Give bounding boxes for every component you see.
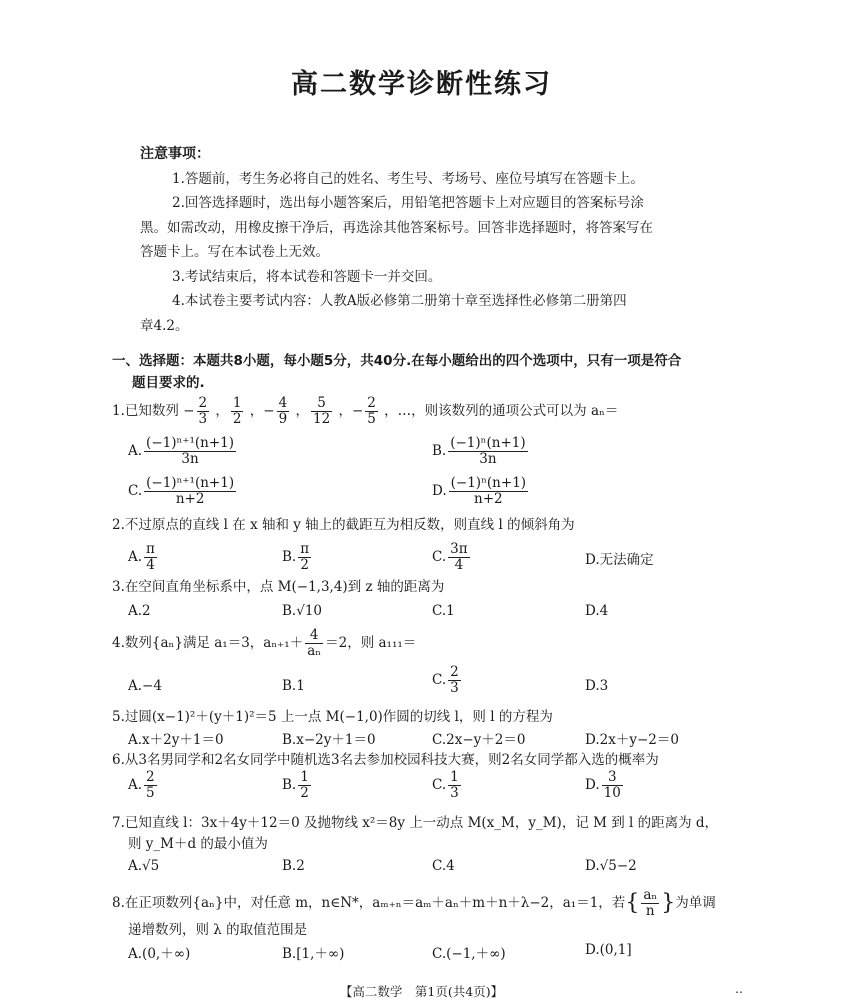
page-title: 高二数学诊断性练习 (291, 69, 552, 100)
question-1-option-a[interactable]: A. $\frac{\text{(−1)ⁿ⁺¹(n+1)}}{3n}$ (128, 435, 234, 467)
corner-mark: ‥ (735, 982, 744, 996)
question-7-stem-line2: 则 y_M＋d 的最小值为 (128, 836, 268, 852)
question-7-stem-line1: 7.已知直线 l：3x＋4y＋12＝0 及抛物线 x²＝8y 上一动点 M(x_M，y_M)，记 M 到 l 的距离为 d， (112, 815, 719, 831)
right-brace: } (661, 890, 676, 916)
question-7-option-d[interactable]: D.√5−2 (585, 858, 637, 874)
question-6-option-d[interactable]: D. $\frac{3}{10}$ (585, 769, 621, 801)
notice-block (140, 142, 730, 338)
question-5-option-d[interactable]: D.2x＋y−2＝0 (585, 732, 679, 748)
section-heading (112, 350, 742, 394)
question-2-stem: 2.不过原点的直线 l 在 x 轴和 y 轴上的截距互为相反数，则直线 l 的倾斜角为 (112, 517, 575, 533)
question-5-stem: 5.过圆(x−1)²＋(y＋1)²＝5 上一点 M(−1,0)作圆的切线 l，则 l 的方程为 (112, 709, 553, 725)
question-2-option-b[interactable]: B. $\frac{\pi}{2}$ (282, 541, 310, 573)
question-2-option-c[interactable]: C. $\frac{3\pi}{4}$ (432, 541, 468, 573)
question-3-option-a[interactable]: A.2 (128, 603, 151, 619)
question-7-option-b[interactable]: B.2 (282, 858, 305, 874)
notice-line: 2.回答选择题时，选出每小题答案后，用铅笔把答题卡上对应题目的答案标号涂 (172, 195, 644, 211)
question-2-option-a[interactable]: A. $\frac{\pi}{4}$ (128, 541, 155, 573)
page-footer: 【高二数学 第1页(共4页)】 (339, 984, 504, 999)
question-3-option-b[interactable]: B.√10 (282, 603, 322, 619)
question-3-stem: 3.在空间直角坐标系中，点 M(−1,3,4)到 z 轴的距离为 (112, 579, 445, 595)
notice-line: 1.答题前，考生务必将自己的姓名、考生号、考场号、座位号填写在答题卡上。 (172, 170, 644, 187)
notice-line: 黑。如需改动，用橡皮擦干净后，再选涂其他答案标号。回答非选择题时，将答案写在 (140, 219, 653, 236)
fraction: $\frac{2}{5}$ (367, 395, 376, 427)
question-1-option-d[interactable]: D. $\frac{\text{(−1)ⁿ(n+1)}}{n+2}$ (432, 475, 527, 507)
question-6-option-c[interactable]: C. $\frac{1}{3}$ (432, 769, 459, 801)
question-3-option-c[interactable]: C.1 (432, 603, 455, 619)
fraction: $\frac{1}{2}$ (232, 395, 242, 427)
question-4-option-a[interactable]: A.−4 (128, 678, 162, 694)
question-8-option-d[interactable]: D.(0,1] (585, 942, 632, 958)
notice-line: 章4.2。 (140, 317, 189, 334)
question-8-option-b[interactable]: B.[1,＋∞) (282, 946, 345, 962)
question-6-option-a[interactable]: A. $\frac{2}{5}$ (128, 769, 155, 801)
question-5-option-a[interactable]: A.x＋2y＋1＝0 (128, 732, 224, 748)
question-8-option-c[interactable]: C.(−1,＋∞) (432, 946, 506, 962)
fraction: $\frac{2}{3}$ (198, 395, 208, 427)
notice-line: 答题卡上。写在本试卷上无效。 (140, 244, 329, 260)
question-6-stem: 6.从3名男同学和2名女同学中随机选3名去参加校园科技大赛，则2名女同学都入选的概率为 (112, 752, 659, 768)
section-heading-line2: 题目要求的. (132, 375, 205, 391)
question-5-option-b[interactable]: B.x−2y＋1＝0 (282, 732, 376, 748)
notice-line: 4.本试卷主要考试内容：人教A版必修第二册第十章至选择性必修第二册第四 (172, 293, 627, 309)
notice-line: 3.考试结束后，将本试卷和答题卡一并交回。 (172, 268, 442, 285)
fraction: $\frac{5}{12}$ (312, 395, 331, 427)
question-1-option-b[interactable]: B. $\frac{\text{(−1)ⁿ(n+1)}}{3n}$ (432, 435, 526, 467)
question-3-option-d[interactable]: D.4 (585, 603, 609, 619)
question-4-option-b[interactable]: B.1 (282, 678, 305, 694)
question-5-option-c[interactable]: C.2x−y＋2＝0 (432, 732, 526, 748)
question-8-option-a[interactable]: A.(0,＋∞) (128, 946, 191, 962)
question-4-option-d[interactable]: D.3 (585, 678, 609, 694)
question-7-option-c[interactable]: C.4 (432, 858, 455, 874)
question-6-option-b[interactable]: B. $\frac{1}{2}$ (282, 769, 309, 801)
question-4-stem: 4.数列{aₙ}满足 a₁＝3，aₙ₊₁＋ $\frac{4}{\text{aₙ}}$ ＝2，则 a₁₁₁＝ (112, 627, 417, 659)
notice-heading: 注意事项： (140, 146, 210, 162)
question-1-option-c[interactable]: C. $\frac{\text{(−1)ⁿ⁺¹(n+1)}}{n+2}$ (128, 475, 235, 507)
question-7-option-a[interactable]: A.√5 (128, 858, 160, 874)
fraction: $\frac{4}{\text{aₙ}}$ (307, 627, 322, 659)
fraction: $\frac{4}{9}$ (278, 395, 288, 427)
question-4-option-c[interactable]: C. $\frac{2}{3}$ (432, 664, 459, 696)
question-8-stem-line1: 8.在正项数列{aₙ}中，对任意 m，n∈N*，aₘ₊ₙ＝aₘ＋aₙ＋m＋n＋λ−2，a₁＝1，若{ $\frac{\text{aₙ}}{n}$ }为单调 (112, 887, 716, 919)
question-8-stem-line2: 递增数列，则 λ 的取值范围是 (128, 922, 308, 938)
question-1-stem: 1.已知数列 − $\frac{2}{3}$ ， $\frac{1}{2}$ ，− $\frac{4}{9}$ ， $\frac{5}{12}$ ，− $\frac{2}{5}$ ，…，则该数列的通项公式可以为 aₙ＝ (112, 395, 619, 427)
question-2-option-d[interactable]: D.无法确定 (585, 552, 654, 568)
section-heading-line1: 一、选择题：本题共8小题，每小题5分，共40分.在每小题给出的四个选项中，只有一项是符合 (112, 353, 682, 369)
fraction: $\frac{\text{aₙ}}{n}$ (643, 887, 658, 919)
left-brace: { (625, 890, 640, 916)
